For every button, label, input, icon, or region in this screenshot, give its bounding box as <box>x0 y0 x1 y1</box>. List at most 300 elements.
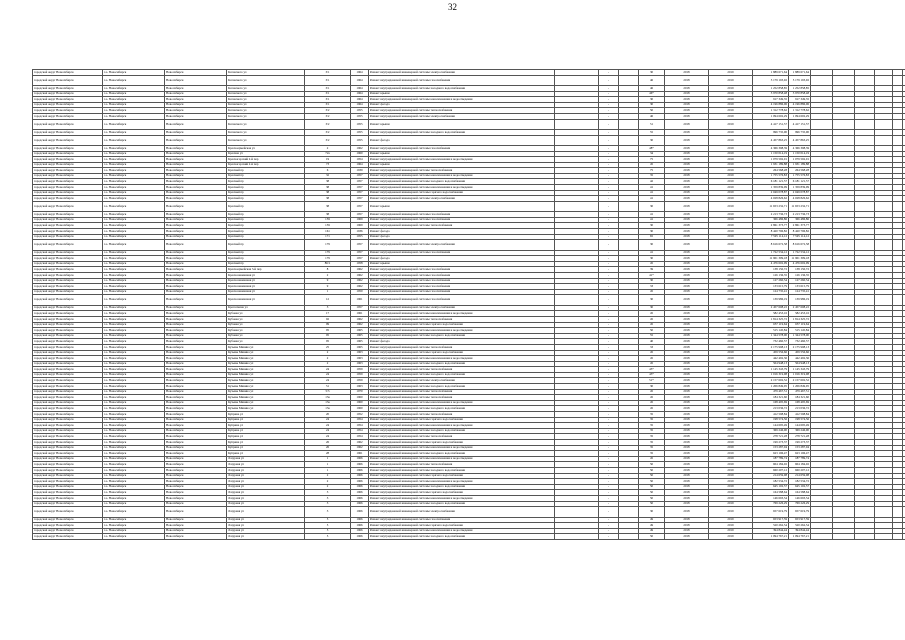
cell-col8: 46 <box>639 85 665 91</box>
cell-y2: 2019 <box>709 367 753 373</box>
cell-y2: 2019 <box>709 135 753 145</box>
page-number: 32 <box>448 2 457 12</box>
cell-city: г.о. Новосибирск <box>103 179 165 185</box>
empty-cell <box>811 119 833 129</box>
cell-dash: - <box>599 495 619 501</box>
cell-cost: 2 049 078,87 <box>753 190 789 196</box>
empty-cell <box>875 135 893 145</box>
cell-house: 2 <box>305 356 351 362</box>
cell-settlement: Новосибирск <box>165 190 227 196</box>
cell-district: городской округ Новосибирск <box>33 97 103 103</box>
cell-period: 2018 <box>665 278 709 284</box>
cell-col8: 30 <box>639 97 665 103</box>
cell-house: 73 <box>305 162 351 168</box>
cell-col8: 50 <box>639 490 665 496</box>
cell-city: г.о. Новосибирск <box>103 70 165 76</box>
cell-district: городской округ Новосибирск <box>33 173 103 179</box>
cell-settlement: Новосибирск <box>165 284 227 290</box>
cell-street: Красногорский 2-й пер <box>227 162 305 168</box>
cell-y2: 2019 <box>709 316 753 322</box>
empty-cell <box>833 534 855 540</box>
cell-y2: 2019 <box>709 406 753 412</box>
cell-work: Ремонт внутридомовой инженерной системы канализования и водоотведения <box>369 528 555 534</box>
cell-y2: 2019 <box>709 190 753 196</box>
empty-cell <box>833 507 855 517</box>
cell-year: 1966 <box>351 462 369 468</box>
cell-district: городской округ Новосибирск <box>33 75 103 85</box>
cell-cost: 582 453,16 <box>753 311 789 317</box>
cell-year: 1966 <box>351 507 369 517</box>
cell-col8: 50 <box>639 328 665 334</box>
cell-cost: 1 722 534,12 <box>753 250 789 256</box>
cell-city: г.о. Новосибирск <box>103 389 165 395</box>
cell-district: городской округ Новосибирск <box>33 250 103 256</box>
cell-cost: 138 150,72 <box>753 267 789 273</box>
cell-period: 2018 <box>665 261 709 267</box>
cell-y2: 2019 <box>709 223 753 229</box>
cell-period: 2018 <box>665 217 709 223</box>
cell-period: 2018 <box>665 445 709 451</box>
cell-year: 1970 <box>351 389 369 395</box>
cell-period: 2018 <box>665 173 709 179</box>
cell-district: городской округ Новосибирск <box>33 229 103 235</box>
cell-city: г.о. Новосибирск <box>103 378 165 384</box>
cell-work: Ремонт внутридомовой инженерной системы горячего водоснабжения <box>369 322 555 328</box>
cell-settlement: Новосибирск <box>165 534 227 540</box>
empty-cell <box>875 534 893 540</box>
cell-cost: 645 102,57 <box>753 484 789 490</box>
cell-city: г.о. Новосибирск <box>103 129 165 135</box>
empty-cell <box>811 507 833 517</box>
cell-city: г.о. Новосибирск <box>103 490 165 496</box>
cell-city: г.о. Новосибирск <box>103 316 165 322</box>
cell-dash: - <box>599 344 619 350</box>
cell-district: городской округ Новосибирск <box>33 384 103 390</box>
cell-house: 2 <box>305 272 351 278</box>
cell-year: 1939 <box>351 168 369 174</box>
cell-work: Ремонт внутридомовой инженерной системы холодного водоснабжения <box>369 406 555 412</box>
cell-cost2: 2 457 608,22 <box>789 305 811 311</box>
cell-col8: 45 <box>639 350 665 356</box>
cell-cost: 479 467,51 <box>753 389 789 395</box>
cell-cost2: 369 246,90 <box>789 428 811 434</box>
cell-street: Красный пр <box>227 179 305 185</box>
cell-y2: 2019 <box>709 145 753 151</box>
cell-year: 1959 <box>351 378 369 384</box>
cell-work: Ремонт внутридомовой инженерной системы канализования и водоотведения <box>369 456 555 462</box>
cell-col8: 45 <box>639 456 665 462</box>
cell-street: Красный пр <box>227 168 305 174</box>
cell-work: Ремонт фасада <box>369 135 555 145</box>
cell-street: Кубовая ул <box>227 322 305 328</box>
cell-dash: - <box>599 400 619 406</box>
cell-period: 2018 <box>665 256 709 262</box>
cell-street: Лазурная ул <box>227 523 305 529</box>
cell-col8: 35 <box>639 412 665 418</box>
cell-col8: 49 <box>639 517 665 523</box>
cell-city: г.о. Новосибирск <box>103 344 165 350</box>
cell-house: 13а <box>305 400 351 406</box>
cell-dash: - <box>599 261 619 267</box>
empty-cell <box>893 534 903 540</box>
cell-y2: 2019 <box>709 168 753 174</box>
cell-year: 1957 <box>351 240 369 250</box>
cell-period: 2018 <box>665 479 709 485</box>
cell-cost2: 479 467,51 <box>789 389 811 395</box>
cell-dash: - <box>599 168 619 174</box>
cell-col8: 33 <box>639 284 665 290</box>
cell-district: городской округ Новосибирск <box>33 339 103 345</box>
cell-cost2: 144 695,49 <box>789 423 811 429</box>
cell-work: Ремонт внутридомовой инженерной системы горячего водоснабжения <box>369 523 555 529</box>
cell-work: Ремонт внутридомовой инженерной системы электроснабжения <box>369 113 555 119</box>
cell-col8: 35 <box>639 173 665 179</box>
cell-year: 1962 <box>351 316 369 322</box>
cell-dash: - <box>599 479 619 485</box>
cell-cost2: 6 181 121,57 <box>789 179 811 185</box>
cell-cost2: 1 206 849,95 <box>789 384 811 390</box>
cell-district: городской округ Новосибирск <box>33 501 103 507</box>
cell-work: Ремонт внутридомовой инженерной системы холодного водоснабжения <box>369 428 555 434</box>
cell-street: Лазурная ул <box>227 484 305 490</box>
cell-col8: 42 <box>639 179 665 185</box>
cell-cost2: 187 789,74 <box>789 456 811 462</box>
cell-y2: 2019 <box>709 217 753 223</box>
cell-dash: - <box>599 272 619 278</box>
cell-house: 25 <box>305 344 351 350</box>
cell-cost2: 1 150 014,19 <box>789 151 811 157</box>
cell-district: городской округ Новосибирск <box>33 440 103 446</box>
cell-district: городской округ Новосибирск <box>33 201 103 211</box>
cell-y2: 2019 <box>709 501 753 507</box>
cell-y2: 2019 <box>709 201 753 211</box>
cell-y2: 2019 <box>709 284 753 290</box>
cell-street: Лазурная ул <box>227 462 305 468</box>
cell-period: 2018 <box>665 284 709 290</box>
cell-cost: 366 486,86 <box>753 217 789 223</box>
cell-col8: 45 <box>639 406 665 412</box>
cell-district: городской округ Новосибирск <box>33 223 103 229</box>
cell-period: 2018 <box>665 97 709 103</box>
cell-cost: 657 619,79 <box>753 507 789 517</box>
cell-street: Краснознаменная ул <box>227 289 305 295</box>
cell-work: Ремонт внутридомовой инженерной системы теплоснабжения <box>369 434 555 440</box>
cell-year: 1964 <box>351 102 369 108</box>
cell-work: Ремонт внутридомовой инженерной системы холодного водоснабжения <box>369 467 555 473</box>
cell-period: 2018 <box>665 196 709 202</box>
cell-dash: - <box>599 108 619 114</box>
cell-cost2: 198 574,56 <box>789 417 811 423</box>
cell-settlement: Новосибирск <box>165 119 227 129</box>
cell-cost2: 4 366 398,39 <box>789 145 811 151</box>
cell-year: 1962 <box>351 267 369 273</box>
cell-year: 1959 <box>351 372 369 378</box>
cell-work: Ремонт внутридомовой инженерной системы электроснабжения <box>369 305 555 311</box>
cell-house: 6 <box>305 168 351 174</box>
cell-city: г.о. Новосибирск <box>103 528 165 534</box>
cell-settlement: Новосибирск <box>165 70 227 76</box>
cell-cost: 4 457 863,25 <box>753 135 789 145</box>
cell-col8: 30 <box>639 240 665 250</box>
cell-district: городской округ Новосибирск <box>33 372 103 378</box>
cell-district: городской округ Новосибирск <box>33 495 103 501</box>
empty-cell <box>619 240 639 250</box>
cell-city: г.о. Новосибирск <box>103 467 165 473</box>
cell-col8: 45 <box>639 311 665 317</box>
cell-settlement: Новосибирск <box>165 445 227 451</box>
cell-cost: 2 861 373,77 <box>753 223 789 229</box>
cell-y2: 2019 <box>709 350 753 356</box>
cell-street: Красноармейская ул <box>227 145 305 151</box>
cell-cost2: 623 196,47 <box>789 451 811 457</box>
cell-house: 26 <box>305 445 351 451</box>
cell-house: 3/1 <box>305 97 351 103</box>
cell-y2: 2019 <box>709 473 753 479</box>
table-row <box>33 240 905 250</box>
cell-period: 2018 <box>665 162 709 168</box>
cell-period: 2018 <box>665 423 709 429</box>
cell-city: г.о. Новосибирск <box>103 523 165 529</box>
cell-col8: 30 <box>639 102 665 108</box>
cell-y2: 2019 <box>709 157 753 163</box>
cell-period: 2018 <box>665 344 709 350</box>
cell-cost: 153 287,04 <box>753 445 789 451</box>
cell-work: Ремонт внутридомовой инженерной системы холодного водоснабжения <box>369 179 555 185</box>
cell-settlement: Новосибирск <box>165 289 227 295</box>
cell-street: Куприна ул <box>227 428 305 434</box>
cell-period: 2018 <box>665 395 709 401</box>
cell-dash: - <box>599 328 619 334</box>
cell-house: 38 <box>305 185 351 191</box>
cell-house: 24 <box>305 367 351 373</box>
cell-col8: 41 <box>639 212 665 218</box>
cell-street: Котовского ул <box>227 70 305 76</box>
cell-cost2: 645 102,57 <box>789 484 811 490</box>
cell-work: Ремонт внутридомовой инженерной системы канализования и водоотведения <box>369 423 555 429</box>
empty-cell <box>893 240 903 250</box>
cell-house: 95 <box>305 333 351 339</box>
cell-street: Кузьмы Минина ул <box>227 350 305 356</box>
cell-city: г.о. Новосибирск <box>103 113 165 119</box>
cell-work: Ремонт внутридомовой инженерной системы газоснабжения <box>369 278 555 284</box>
cell-col8: 30 <box>639 507 665 517</box>
cell-district: городской округ Новосибирск <box>33 295 103 305</box>
cell-cost: 2 175 998,13 <box>753 344 789 350</box>
cell-district: городской округ Новосибирск <box>33 523 103 529</box>
cell-settlement: Новосибирск <box>165 361 227 367</box>
cell-period: 2018 <box>665 333 709 339</box>
cell-settlement: Новосибирск <box>165 240 227 250</box>
cell-city: г.о. Новосибирск <box>103 328 165 334</box>
cell-cost2: 214 659,98 <box>789 473 811 479</box>
cell-dash: - <box>599 361 619 367</box>
cell-settlement: Новосибирск <box>165 261 227 267</box>
cell-y2: 2019 <box>709 344 753 350</box>
cell-work: Ремонт внутридомовой инженерной системы теплоснабжения <box>369 223 555 229</box>
cell-district: городской округ Новосибирск <box>33 129 103 135</box>
cell-work: Ремонт внутридомовой инженерной системы теплоснабжения <box>369 108 555 114</box>
cell-period: 2018 <box>665 190 709 196</box>
cell-col8: 45 <box>639 389 665 395</box>
cell-street: Лазурная ул <box>227 467 305 473</box>
cell-district: городской округ Новосибирск <box>33 445 103 451</box>
cell-settlement: Новосибирск <box>165 305 227 311</box>
cell-year: 1964 <box>351 70 369 76</box>
cell-year: 1963 <box>351 356 369 362</box>
cell-period: 2018 <box>665 229 709 235</box>
cell-dash: - <box>599 395 619 401</box>
cell-y2: 2019 <box>709 85 753 91</box>
cell-y2: 2019 <box>709 356 753 362</box>
cell-period: 2018 <box>665 135 709 145</box>
cell-dash: - <box>599 240 619 250</box>
cell-work: Ремонт внутридомовой инженерной системы газоснабжения <box>369 284 555 290</box>
cell-col8: 41 <box>639 190 665 196</box>
cell-district: городской округ Новосибирск <box>33 284 103 290</box>
cell-settlement: Новосибирск <box>165 129 227 135</box>
cell-cost: 660 207,12 <box>753 467 789 473</box>
cell-street: Краснознаменная ул <box>227 284 305 290</box>
cell-dash: - <box>599 250 619 256</box>
cell-year: 1958 <box>351 261 369 267</box>
cell-period: 2018 <box>665 417 709 423</box>
cell-city: г.о. Новосибирск <box>103 495 165 501</box>
cell-work: Ремонт крыши <box>369 261 555 267</box>
cell-cost2: 126 136,35 <box>789 272 811 278</box>
cell-cost2: 1 931 189,88 <box>789 162 811 168</box>
cell-cost2: 1 889 671,64 <box>789 70 811 76</box>
cell-cost: 1 359 839,99 <box>753 185 789 191</box>
cell-city: г.о. Новосибирск <box>103 157 165 163</box>
cell-cost: 996 735,90 <box>753 129 789 135</box>
cell-street: Красный пр <box>227 185 305 191</box>
cell-street: Котовского ул <box>227 75 305 85</box>
cell-city: г.о. Новосибирск <box>103 250 165 256</box>
cell-col8: 48* <box>639 145 665 151</box>
cell-district: городской округ Новосибирск <box>33 528 103 534</box>
cell-year: 1964 <box>351 91 369 97</box>
cell-cost2: 278 721,28 <box>789 434 811 440</box>
cell-cost2: 996 735,90 <box>789 129 811 135</box>
cell-dash: - <box>599 151 619 157</box>
cell-settlement: Новосибирск <box>165 212 227 218</box>
cell-street: Красный пр <box>227 256 305 262</box>
cell-settlement: Новосибирск <box>165 162 227 168</box>
cell-work: Ремонт внутридомовой инженерной системы теплоснабжения <box>369 462 555 468</box>
cell-dash: - <box>599 185 619 191</box>
cell-city: г.о. Новосибирск <box>103 102 165 108</box>
empty-cell <box>855 240 875 250</box>
cell-city: г.о. Новосибирск <box>103 75 165 85</box>
cell-district: городской округ Новосибирск <box>33 361 103 367</box>
cell-cost2: 138 150,72 <box>789 267 811 273</box>
cell-cost: 187 789,74 <box>753 456 789 462</box>
cell-street: Кузьмы Минина ул <box>227 361 305 367</box>
cell-settlement: Новосибирск <box>165 356 227 362</box>
empty-cell <box>619 135 639 145</box>
cell-house: 2 <box>305 145 351 151</box>
cell-work: Ремонт внутридомовой инженерной системы холодного водоснабжения <box>369 372 555 378</box>
cell-cost: 4 196 886,06 <box>753 102 789 108</box>
cell-dash: - <box>599 523 619 529</box>
cell-cost: 213 036,72 <box>753 406 789 412</box>
cell-city: г.о. Новосибирск <box>103 173 165 179</box>
cell-year: 1966 <box>351 501 369 507</box>
cell-house: 3 <box>305 490 351 496</box>
cell-period: 2018 <box>665 295 709 305</box>
cell-settlement: Новосибирск <box>165 145 227 151</box>
empty-cell <box>893 119 903 129</box>
cell-dash: - <box>599 229 619 235</box>
cell-city: г.о. Новосибирск <box>103 456 165 462</box>
cell-district: городской округ Новосибирск <box>33 462 103 468</box>
cell-period: 2018 <box>665 456 709 462</box>
cell-settlement: Новосибирск <box>165 108 227 114</box>
cell-house: 13а <box>305 395 351 401</box>
cell-house: 24 <box>305 428 351 434</box>
cell-y2: 2019 <box>709 495 753 501</box>
cell-work: Ремонт фасада <box>369 229 555 235</box>
cell-col8: 30 <box>639 278 665 284</box>
cell-col8: 45 <box>639 261 665 267</box>
cell-work: Ремонт внутридомовой инженерной системы канализования и водоотведения <box>369 445 555 451</box>
cell-district: городской округ Новосибирск <box>33 316 103 322</box>
cell-dash: - <box>599 384 619 390</box>
cell-settlement: Новосибирск <box>165 85 227 91</box>
cell-city: г.о. Новосибирск <box>103 462 165 468</box>
cell-cost2: 124 735,41 <box>789 289 811 295</box>
cell-house: 20 <box>305 412 351 418</box>
cell-street: Куприна ул <box>227 445 305 451</box>
cell-street: Кузьмы Минина ул <box>227 367 305 373</box>
cell-year: 1966 <box>351 467 369 473</box>
cell-settlement: Новосибирск <box>165 339 227 345</box>
cell-period: 2018 <box>665 267 709 273</box>
cell-street: Краснознаменная ул <box>227 278 305 284</box>
cell-cost2: 366 486,86 <box>789 217 811 223</box>
cell-y2: 2019 <box>709 289 753 295</box>
cell-year: 1964 <box>351 162 369 168</box>
cell-period: 2018 <box>665 129 709 135</box>
cell-col8: 50 <box>639 484 665 490</box>
cell-year: 1966 <box>351 490 369 496</box>
cell-col8: 50 <box>639 108 665 114</box>
cell-city: г.о. Новосибирск <box>103 372 165 378</box>
cell-settlement: Новосибирск <box>165 378 227 384</box>
cell-cost2: 442 492,36 <box>789 356 811 362</box>
cell-period: 2018 <box>665 85 709 91</box>
cell-y2: 2019 <box>709 196 753 202</box>
cell-city: г.о. Новосибирск <box>103 229 165 235</box>
cell-y2: 2019 <box>709 528 753 534</box>
empty-cell <box>833 295 855 305</box>
cell-city: г.о. Новосибирск <box>103 451 165 457</box>
cell-dash: - <box>599 356 619 362</box>
cell-dash: - <box>599 157 619 163</box>
cell-district: городской округ Новосибирск <box>33 406 103 412</box>
cell-dash: - <box>599 501 619 507</box>
cell-year: 1964 <box>351 97 369 103</box>
cell-cost2: 732 460,57 <box>789 339 811 345</box>
table-row <box>33 119 905 129</box>
cell-y2: 2019 <box>709 490 753 496</box>
cell-cost: 1 755 576,83 <box>753 173 789 179</box>
empty-cell <box>555 135 599 145</box>
cell-cost2: 2 049 078,87 <box>789 190 811 196</box>
cell-city: г.о. Новосибирск <box>103 119 165 129</box>
cell-settlement: Новосибирск <box>165 389 227 395</box>
cell-work: Ремонт фасада <box>369 339 555 345</box>
